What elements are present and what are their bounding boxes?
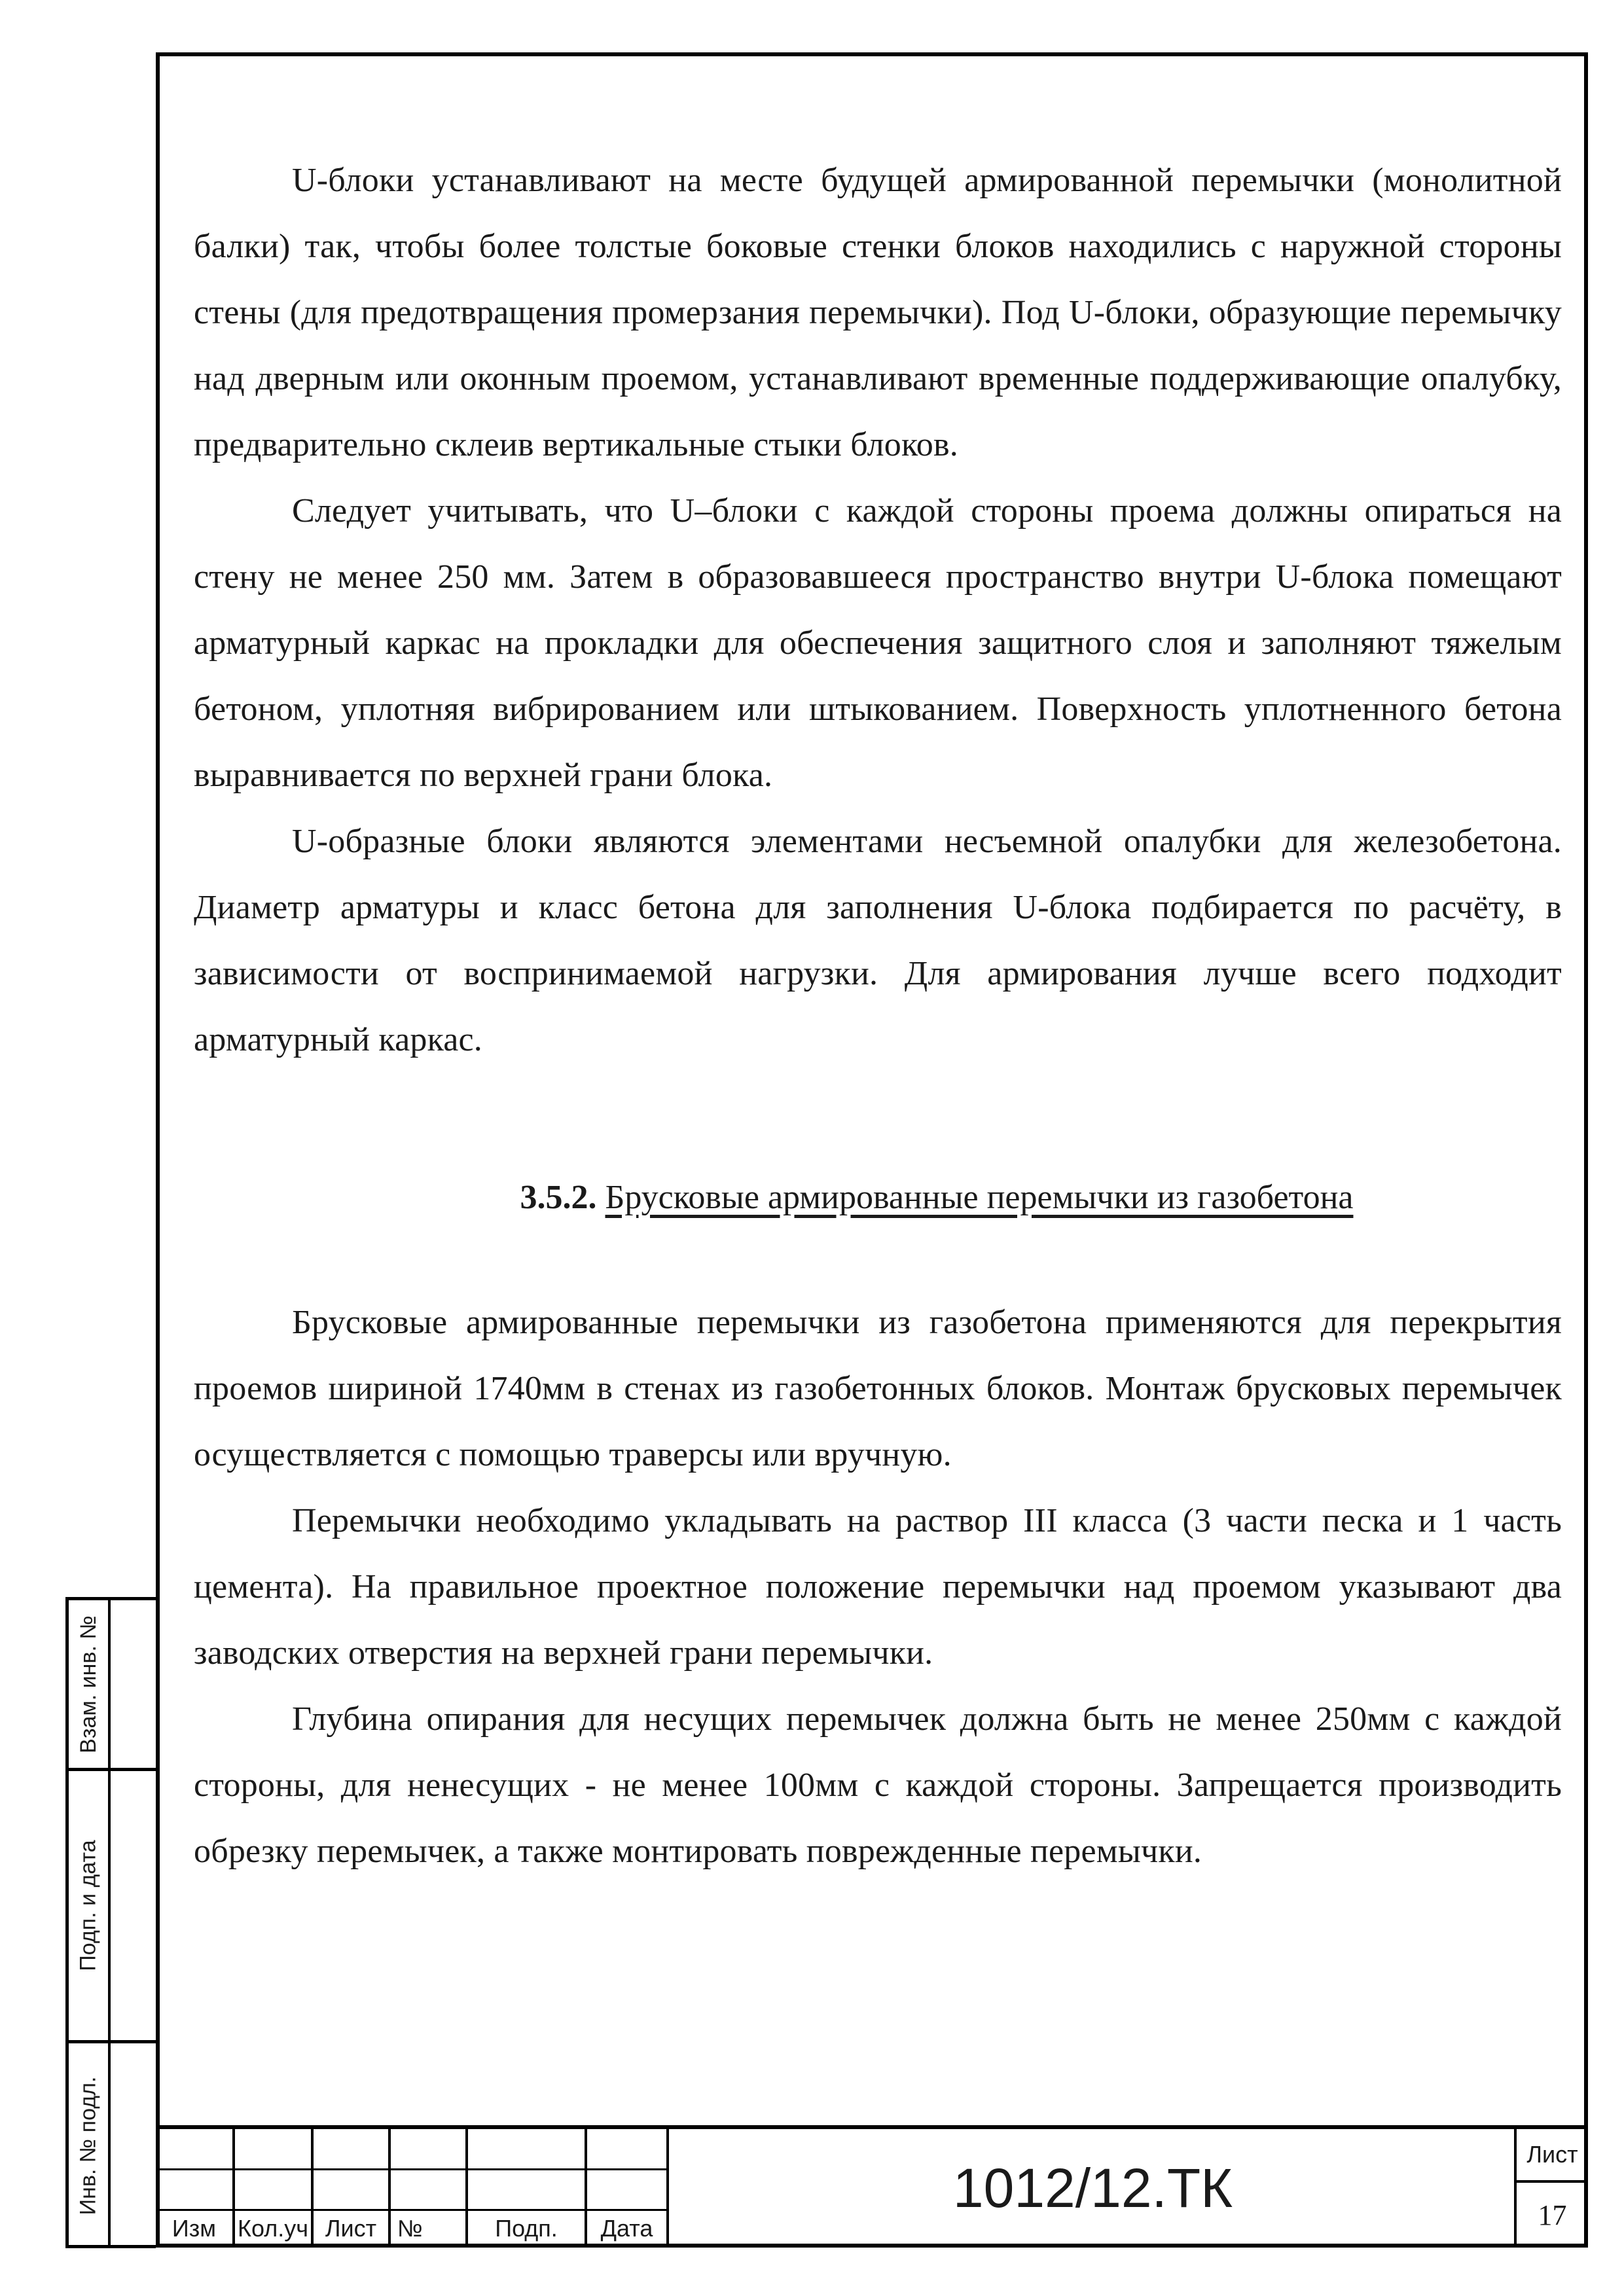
paragraph: U-блоки устанавливают на месте будущей армированной перемычки (монолитной балки) так, чтобы более толстые боковые стенки блоков находились с наружной стороны стены (для предотвращения промерзания перемычки). Под U-блоки, образующие перемычку над дверным или оконным проемом, устанавливают временные поддерживающие опалубку, предварительно склеив вертикальные стыки блоков. — [194, 162, 1562, 463]
side-label-replaced-inv: Взам. инв. № — [75, 1615, 101, 1753]
sheet-label: Лист — [1526, 2141, 1578, 2168]
document-code: 1012/12.ТК — [952, 2157, 1233, 2219]
document-body — [194, 147, 1562, 1884]
title-block — [156, 2125, 1588, 2248]
section-title: Брусковые армированные перемычки из газобетона — [605, 1179, 1354, 1216]
paragraph: Брусковые армированные перемычки из газобетона применяются для перекрытия проемов шириной 1740мм в стенах из газобетонных блоков. Монтаж брусковых перемычек осуществляется с помощью траверсы или вручную. — [194, 1304, 1562, 1473]
section-number: 3.5.2. — [520, 1179, 597, 1216]
column-label-izm: Изм — [171, 2215, 217, 2242]
sheet-number: 17 — [1538, 2199, 1567, 2231]
column-label-no: № — [397, 2215, 423, 2242]
paragraph: Следует учитывать, что U–блоки с каждой стороны проема должны опираться на стену не менее 250 мм. Затем в образовавшееся пространство внутри U-блока помещают арматурный каркас на прокладки для обеспечения защитного слоя и заполняют тяжелым бетоном, уплотняя вибрированием или штыкованием. Поверхность уплотненного бетона выравнивается по верхней грани блока. — [194, 492, 1562, 794]
section-heading — [194, 1164, 1562, 1230]
paragraph: Глубина опирания для несущих перемычек должна быть не менее 250мм с каждой стороны, для ненесущих - не менее 100мм с каждой стороны. Запрещается производить обрезку перемычек, а также монтировать поврежденные перемычки. — [194, 1700, 1562, 1870]
column-label-date: Дата — [600, 2215, 653, 2242]
column-label-list: Лист — [325, 2215, 377, 2242]
paragraph: Перемычки необходимо укладывать на раствор III класса (3 части песка и 1 часть цемента). На правильное проектное положение перемычки над проемом указывают два заводских отверстия на верхней грани перемычки. — [194, 1502, 1562, 1672]
column-label-kol: Кол.уч — [238, 2215, 308, 2242]
side-stamp — [65, 1597, 156, 2248]
side-label-sign-date: Подп. и дата — [75, 1839, 101, 1971]
paragraph: U-образные блоки являются элементами несъемной опалубки для железобетона. Диаметр арматуры и класс бетона для заполнения U-блока подбирается по расчёту, в зависимости от воспринимаемой нагрузки. Для армирования лучше всего подходит арматурный каркас. — [194, 823, 1562, 1058]
side-label-inv-no: Инв. № подл. — [75, 2076, 101, 2215]
column-label-podp: Подп. — [495, 2215, 558, 2242]
